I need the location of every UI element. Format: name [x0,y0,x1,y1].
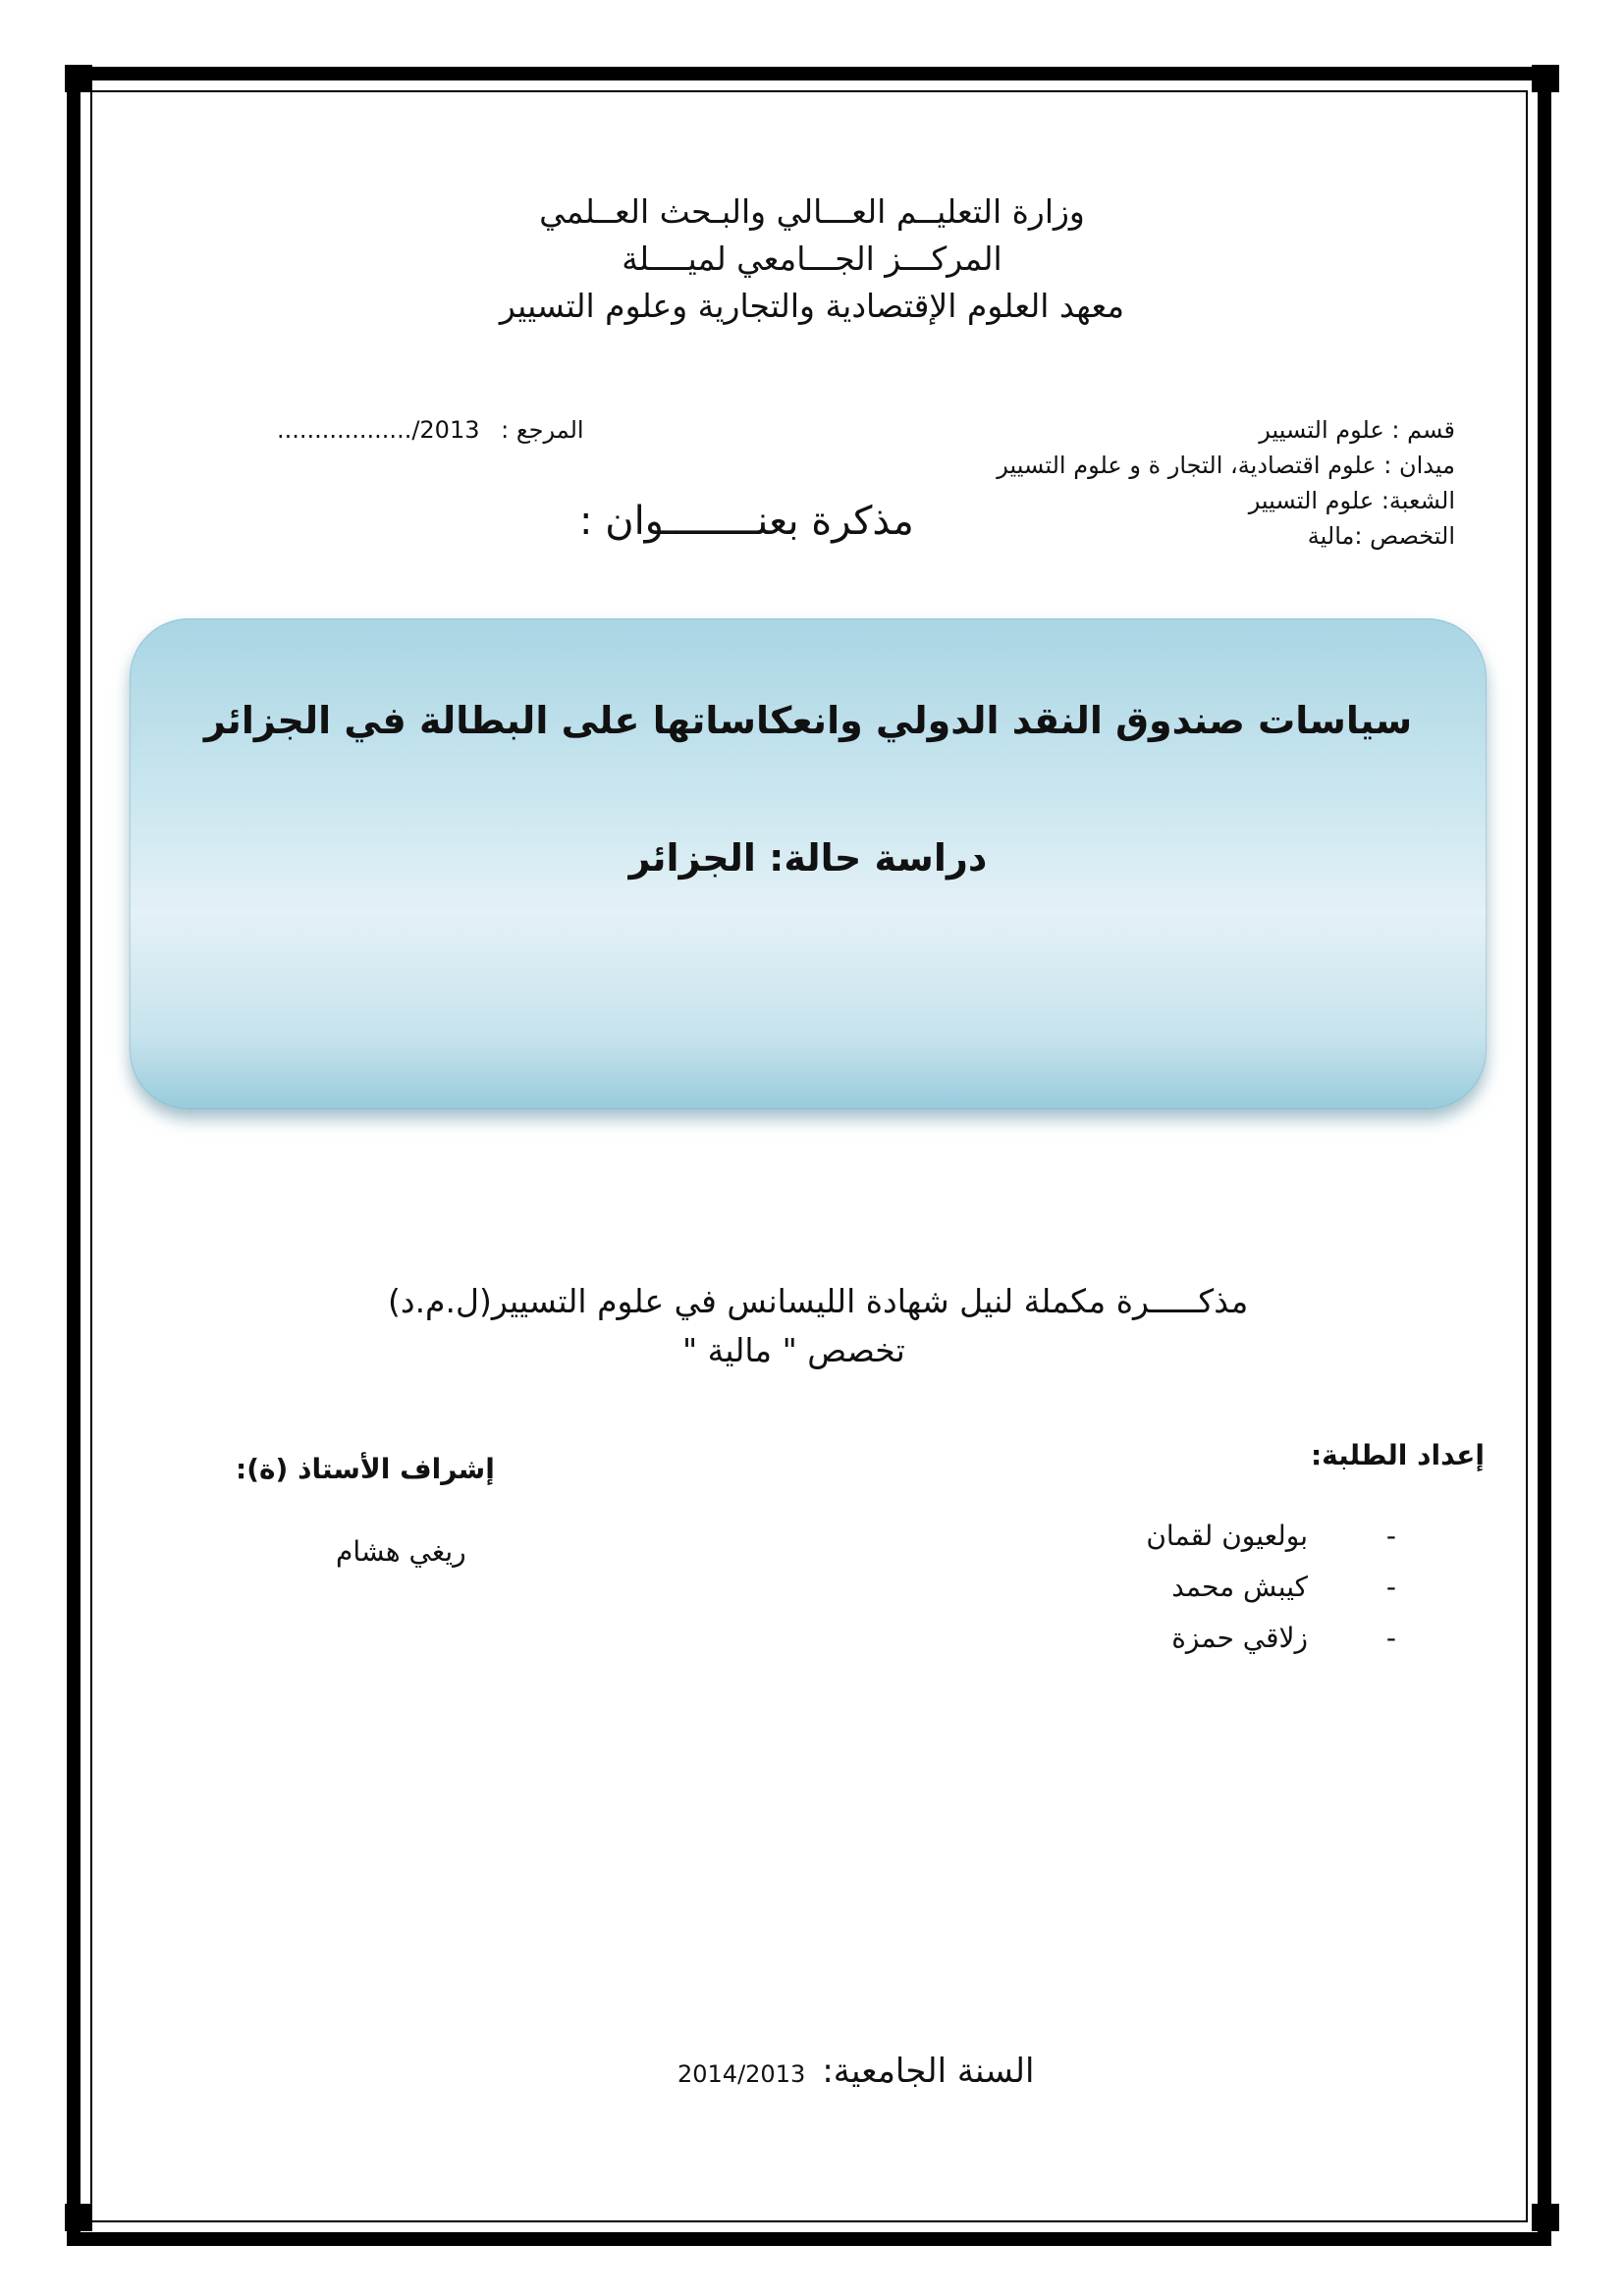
student-name: بولعيون لقمان [1146,1520,1308,1552]
corner-top-right [1532,65,1559,92]
page-border-inner [90,90,1528,2222]
specialty: التخصص :مالية [1307,522,1455,550]
academic-year [677,2052,1034,2091]
students-label: إعداد الطلبة: [1310,1439,1485,1471]
reference [277,416,584,444]
supervisor-name: ريغي هشام [336,1535,466,1568]
branch: الشعبة: علوم التسيير [1248,487,1455,514]
student-name: كيبش محمد [1171,1571,1308,1603]
reference-label: المرجع : [501,416,584,444]
degree-specialty: تخصص " مالية " [682,1331,905,1369]
field: ميدان : علوم اقتصادية، التجار ة و علوم التسيير [997,452,1455,479]
student-name: زلاقي حمزة [1171,1622,1308,1654]
degree-line: مذكـــــرة مكملة لنيل شهادة الليسانس في علوم التسيير(ل.م.د) [388,1282,1249,1320]
list-bullet: - [1385,1571,1396,1603]
corner-top-left [65,65,92,92]
academic-year-value: 2014/2013 [677,2060,806,2088]
list-bullet: - [1385,1520,1396,1552]
case-study: دراسة حالة: الجزائر [628,836,988,880]
ministry-name: وزارة التعليــم العـــالي والبـحث العــلمي [539,192,1085,231]
university-center: المركـــز الجـــامعي لميــــلة [622,240,1002,278]
list-bullet: - [1385,1622,1396,1654]
memo-heading: مذكرة بعنــــــــوان : [579,499,914,544]
reference-value: ................../2013 [277,416,480,444]
corner-bottom-left [65,2204,92,2231]
supervisor-label: إشراف الأستاذ (ة): [236,1453,495,1485]
institute-name: معهد العلوم الإقتصادية والتجارية وعلوم التسيير [499,287,1125,325]
thesis-title: سياسات صندوق النقد الدولي وانعكاساتها على البطالة في الجزائر [203,699,1413,742]
department: قسم : علوم التسيير [1259,416,1455,444]
corner-bottom-right [1532,2204,1559,2231]
title-box [130,618,1487,1109]
academic-year-label: السنة الجامعية: [822,2052,1035,2091]
